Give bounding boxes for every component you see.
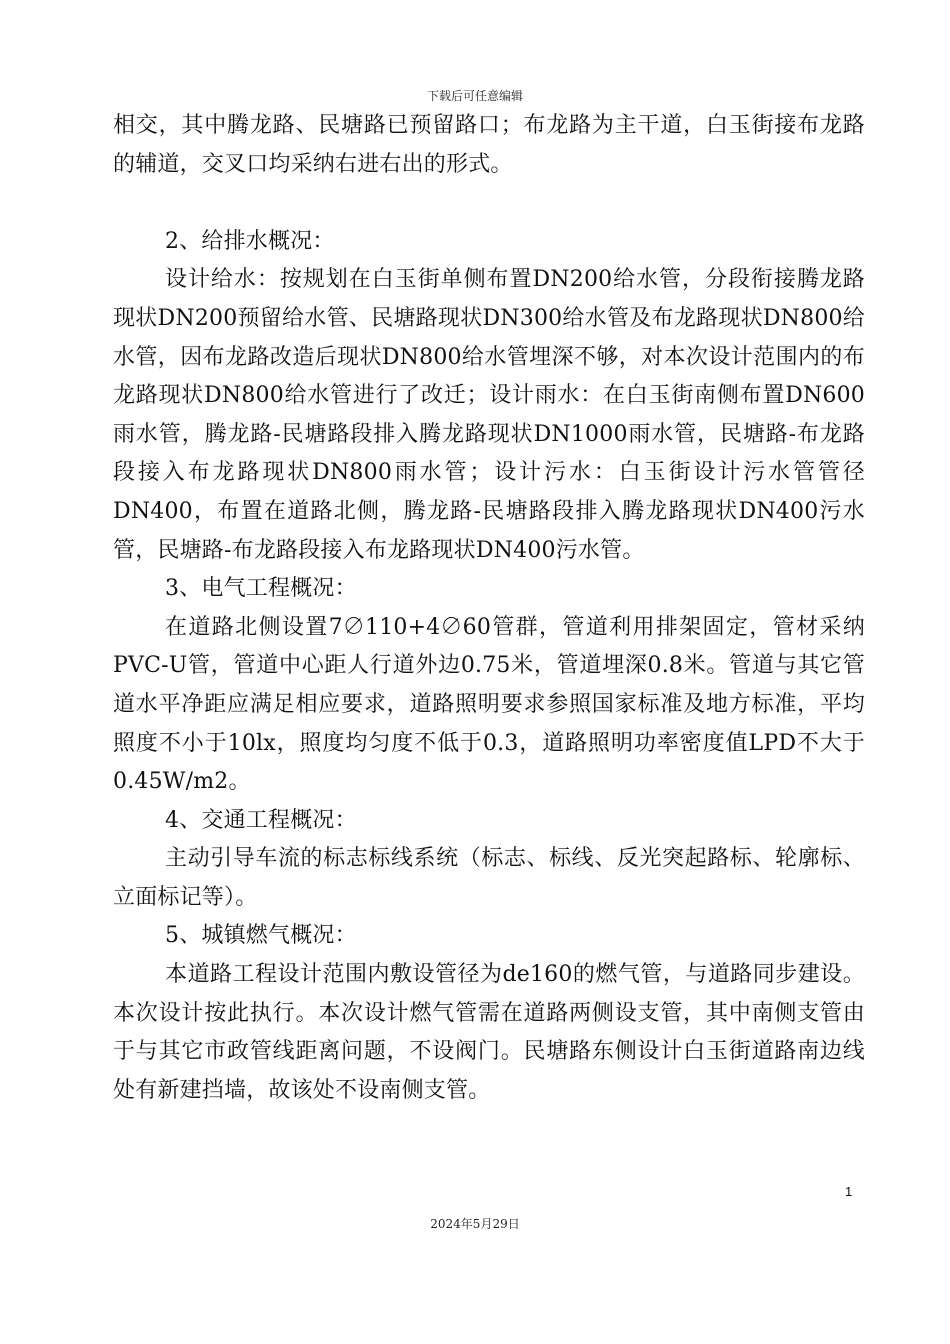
- paragraph-gas: 本道路工程设计范围内敷设管径为de160的燃气管，与道路同步建设。本次设计按此执行。本次设计燃气管需在道路两侧设支管，其中南侧支管由于与其它市政管线距离问题，不设阀门。民塘路东侧设计白玉街道路南边线处有新建挡墙，故该处不设南侧支管。: [113, 962, 865, 1103]
- paragraph-spacer: [113, 184, 865, 223]
- paragraph-intersections: 相交，其中腾龙路、民塘路已预留路口；布龙路为主干道，白玉街接布龙路的辅道，交叉口均采纳右进右出的形式。: [113, 113, 865, 177]
- section-heading-electrical: 3、电气工程概况：: [165, 576, 357, 602]
- section-heading-traffic: 4、交通工程概况：: [165, 807, 357, 833]
- page-header: 下载后可任意编辑: [426, 89, 523, 103]
- document-body: [113, 107, 865, 1110]
- page-number: 1: [845, 1184, 853, 1199]
- section-heading-water: 2、给排水概况：: [165, 228, 335, 254]
- section-heading-gas: 5、城镇燃气概况：: [165, 923, 357, 949]
- paragraph-electrical: 在道路北侧设置7∅110+4∅60管群，管道利用排架固定，管材采纳PVC-U管，管道中心距人行道外边0.75米，管道埋深0.8米。管道与其它管道水平净距应满足相应要求，道路照明要求参照国家标准及地方标准，平均照度不小于10lx，照度均匀度不低于0.3，道路照明功率密度值LPD不大于0.45W/m2。: [113, 614, 865, 795]
- footer-date: 2024年5月29日: [430, 1217, 520, 1231]
- paragraph-traffic: 主动引导车流的标志标线系统（标志、标线、反光突起路标、轮廓标、立面标记等）。: [113, 846, 865, 910]
- paragraph-water-drainage: 设计给水：按规划在白玉街单侧布置DN200给水管，分段衔接腾龙路现状DN200预留给水管、民塘路现状DN300给水管及布龙路现状DN800给水管，因布龙路改造后现状DN800给水管埋深不够，对本次设计范围内的布龙路现状DN800给水管进行了改迁；设计雨水：在白玉街南侧布置DN600雨水管，腾龙路-民塘路段排入腾龙路现状DN1000雨水管，民塘路-布龙路段接入布龙路现状DN800雨水管；设计污水：白玉街设计污水管管径DN400，布置在道路北侧，腾龙路-民塘路段排入腾龙路现状DN400污水管，民塘路-布龙路段接入布龙路现状DN400污水管。: [113, 267, 865, 563]
